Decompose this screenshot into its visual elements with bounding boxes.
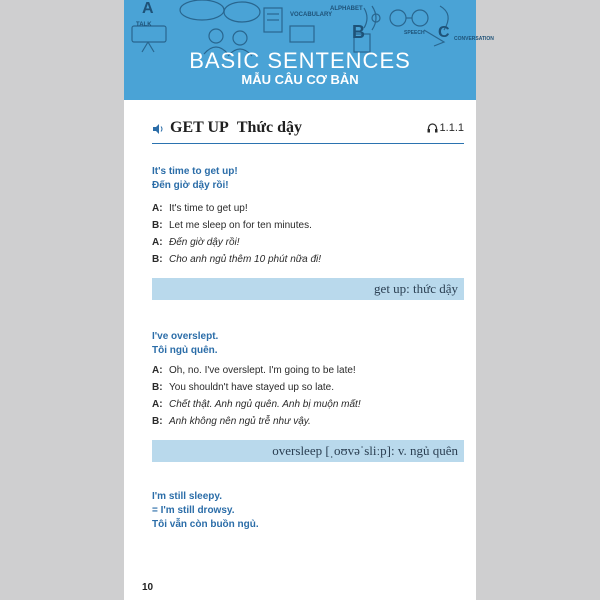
vocab-bar-2 — [152, 440, 464, 462]
lesson-header — [152, 119, 464, 141]
speaker-label: B: — [152, 416, 163, 427]
key-line: Tôi ngủ quên. — [152, 345, 218, 356]
headphones-icon — [427, 123, 438, 133]
dialogue-line — [152, 362, 361, 379]
dialogue-text: Anh không nên ngủ trễ như vậy. — [169, 416, 311, 427]
key-line: = I'm still drowsy. — [152, 505, 235, 516]
banner-title: BASIC SENTENCES — [189, 48, 411, 73]
audio-track[interactable] — [427, 122, 464, 134]
doodle-letter-c: C — [438, 24, 450, 41]
key-line: I'm still sleepy. — [152, 491, 222, 502]
dialogue-text: It's time to get up! — [169, 203, 248, 214]
key-line: Đến giờ dậy rồi! — [152, 180, 229, 191]
dialogue-line — [152, 379, 361, 396]
vocab-bar-1 — [152, 278, 464, 300]
speaker-label: B: — [152, 382, 163, 393]
dialogue-2 — [152, 362, 361, 430]
speaker-label: A: — [152, 399, 163, 410]
speaker-label: A: — [152, 203, 163, 214]
banner-subtitle: MẪU CÂU CƠ BẢN — [241, 72, 359, 87]
doodle-word-alphabet: ALPHABET — [330, 6, 363, 12]
lesson-title-en: GET UP — [170, 119, 229, 136]
doodle-word-conversation: CONVERSATION — [454, 36, 494, 42]
key-line: It's time to get up! — [152, 166, 238, 177]
key-sentence-1 — [152, 165, 238, 193]
dialogue-1 — [152, 200, 321, 268]
dialogue-line — [152, 413, 361, 430]
key-sentence-3 — [152, 490, 259, 532]
dialogue-line — [152, 234, 321, 251]
key-line: I've overslept. — [152, 331, 219, 342]
dialogue-text: Cho anh ngủ thêm 10 phút nữa đi! — [169, 254, 322, 265]
dialogue-line — [152, 200, 321, 217]
dialogue-line — [152, 251, 321, 268]
header-divider — [152, 143, 464, 144]
dialogue-text: Chết thật. Anh ngủ quên. Anh bị muộn mất! — [169, 399, 361, 410]
dialogue-line — [152, 396, 361, 413]
key-line: Tôi vẫn còn buồn ngủ. — [152, 519, 259, 530]
doodle-letter-b: B — [352, 22, 365, 42]
key-sentence-2 — [152, 330, 218, 358]
vocab-note: oversleep [ˌoʊvəˈsliːp]: v. ngủ quên — [272, 443, 458, 458]
vocab-note: get up: thức dậy — [374, 281, 458, 296]
lesson-title-vi: Thức dậy — [236, 119, 302, 136]
speaker-label: B: — [152, 220, 163, 231]
speaker-label: A: — [152, 237, 163, 248]
page-number: 10 — [142, 582, 154, 593]
doodle-word-speech: SPEECH — [404, 30, 425, 36]
doodle-word-vocabulary: VOCABULARY — [290, 12, 333, 18]
book-page — [124, 0, 494, 600]
section-banner — [124, 0, 494, 100]
lesson-title — [170, 119, 302, 137]
doodle-letter-a: A — [142, 0, 154, 17]
doodle-word-talk: TALK — [136, 22, 152, 28]
speaker-icon[interactable] — [152, 123, 164, 135]
dialogue-line — [152, 217, 321, 234]
audio-track-number: 1.1.1 — [439, 122, 464, 134]
speaker-label: B: — [152, 254, 163, 265]
dialogue-text: Oh, no. I've overslept. I'm going to be late! — [169, 365, 356, 376]
dialogue-text: You shouldn't have stayed up so late. — [169, 382, 334, 393]
dialogue-text: Let me sleep on for ten minutes. — [169, 220, 312, 231]
speaker-label: A: — [152, 365, 163, 376]
dialogue-text: Đến giờ dậy rồi! — [169, 237, 240, 248]
